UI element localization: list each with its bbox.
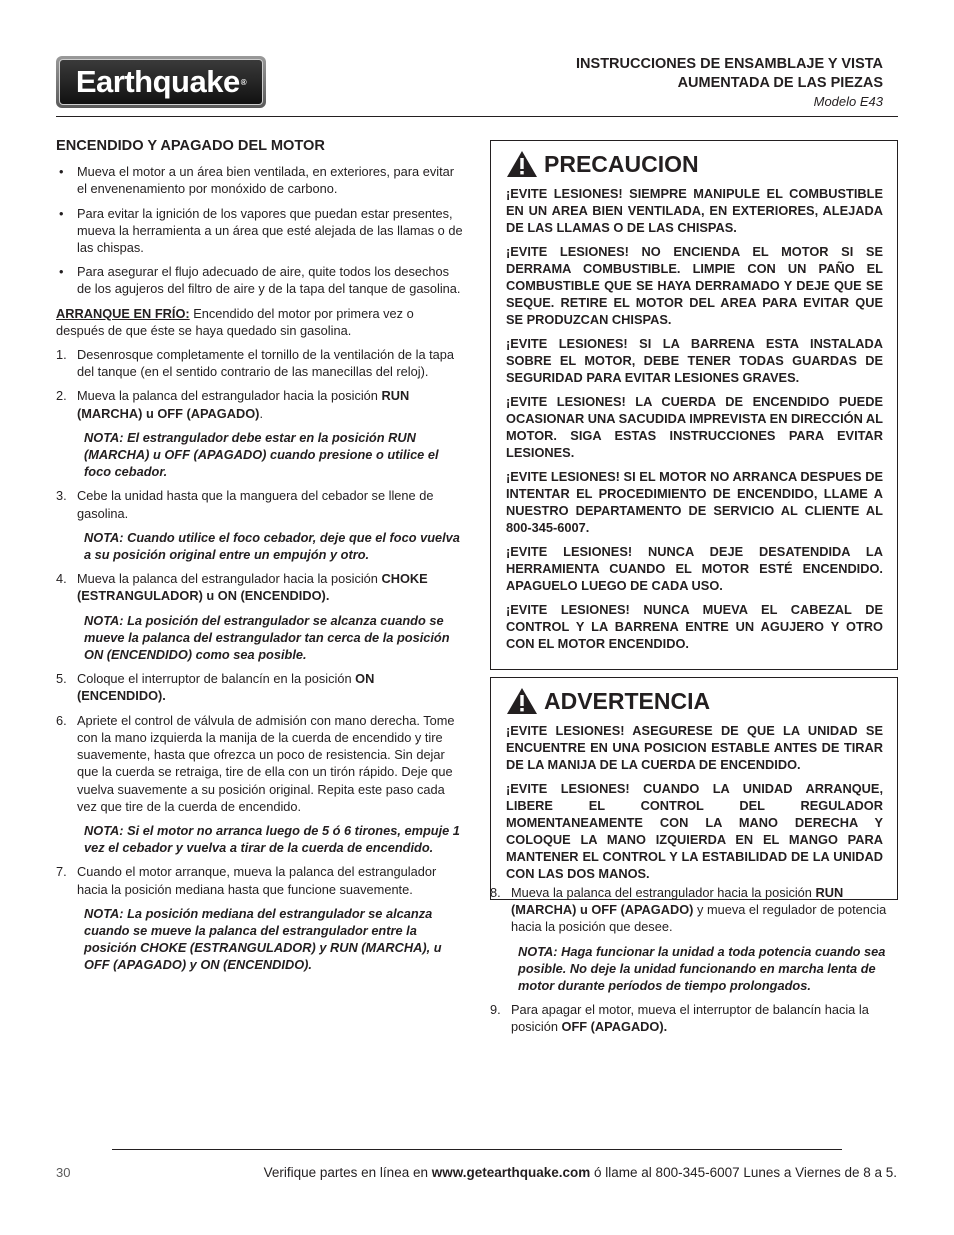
step-text: Desenrosque completamente el tornillo de la ventilación de la tapa del tanque (en el sentido contrario de las manecillas del reloj). [77, 347, 455, 380]
step-bold-text: RUN (MARCHA) u OFF (APAGADO) [77, 388, 410, 421]
step-bold-text: CHOKE (ESTRANGULADOR) u ON (ENCENDIDO). [77, 571, 428, 604]
caution-item: ¡EVITE LESIONES! NO ENCIENDA EL MOTOR SI SE DERRAMA COMBUSTIBLE. LIMPIE CON UN PAÑO EL COMBUSTIBLE QUE SE HAYA DERRAMADO Y DEJE QUE SE SEQUE. RETIRE EL MOTOR DEL AREA PARA EVITAR QUE SE PRODUZCAN CHISPAS. [506, 244, 883, 327]
right-column [490, 884, 898, 1043]
warning-box [490, 677, 898, 900]
step-text: Apriete el control de válvula de admisión con mano derecha. Tome con la mano izquierda la manija de la cuerda de encendido y tire suavemente, hasta que ofrezca un poco de resistencia. Sin dejar que la cuerda se retraiga, tire de ella con un tirón rápido. Deje que vuelva suavemente a su posición original. Repita este paso cada vez que tire de la cuerda de encendido. [77, 712, 455, 814]
document-title-line1: INSTRUCCIONES DE ENSAMBLAJE Y VISTA [576, 56, 883, 72]
caution-box [490, 140, 898, 670]
cold-start-paragraph [56, 305, 464, 339]
step-number: 4. [56, 571, 67, 587]
note-8: NOTA: Haga funcionar la unidad a toda potencia cuando sea posible. No deje la unidad funcionando en marcha lenta de motor durante períodos de tiempo prolongados. [518, 943, 886, 994]
footer-post-text: ó llame al 800-345-6007 Lunes a Viernes de 8 a 5. [590, 1165, 897, 1180]
step-end-text: . [259, 405, 264, 421]
earthquake-logo [56, 56, 266, 108]
model-label: Modelo E43 [813, 94, 883, 109]
warning-item: ¡EVITE LESIONES! ASEGURESE DE QUE LA UNIDAD SE ENCUENTRE EN UNA POSICION ESTABLE ANTES DE TIRAR DE LA MANIJA DE LA CUERDA DE ENCENDIDO. [506, 723, 883, 772]
footer-url-link[interactable]: www.getearthquake.com [431, 1165, 591, 1180]
step-bold-text: ON (ENCENDIDO). [77, 671, 375, 704]
caution-item: ¡EVITE LESIONES! LA CUERDA DE ENCENDIDO PUEDE OCASIONAR UNA SACUDIDA IMPREVISTA EN DIRECCIÓN AL MOTOR. SIGA ESTAS INSTRUCCIONES PARA EVITAR LESIONES. [506, 394, 883, 460]
step-number: 2. [56, 388, 67, 404]
step-text: Para apagar el motor, mueva el interruptor de balancín hacia la posición [511, 1002, 869, 1035]
step-text: Cebe la unidad hasta que la manguera del cebador se llene de gasolina. [77, 488, 434, 521]
step-1 [56, 346, 464, 380]
step-text: Cuando el motor arranque, mueva la palanca del estrangulador hacia la posición mediana hasta que funcione suavemente. [77, 864, 437, 897]
document-title-line2: AUMENTADA DE LAS PIEZAS [677, 75, 883, 91]
caution-item: ¡EVITE LESIONES! SI EL MOTOR NO ARRANCA DESPUES DE INTENTAR EL PROCEDIMIENTO DE ENCENDIDO, LLAME A NUESTRO DEPARTAMENTO DE SERVICIO AL CLIENTE AL 800-345-6007. [506, 469, 883, 535]
step-3 [56, 487, 464, 521]
note-7: NOTA: La posición mediana del estrangulador se alcanza cuando se mueve la palanca del estrangulador entre la posición CHOKE (ESTRANGULADOR) y RUN (MARCHA), u OFF (APAGADO) y ON (ENCENDIDO). [84, 905, 442, 973]
caution-item: ¡EVITE LESIONES! NUNCA MUEVA EL CABEZAL DE CONTROL Y LA BARRENA ENTRE UN AGUJERO Y OTRO CON EL MOTOR ENCENDIDO. [506, 602, 883, 651]
step-number: 6. [56, 712, 67, 728]
note-6: NOTA: Si el motor no arranca luego de 5 ó 6 tirones, empuje 1 vez el cebador y vuelva a tirar de la cuerda de encendido. [84, 822, 460, 856]
step-text: Mueva la palanca del estrangulador hacia la posición [77, 571, 382, 587]
caution-item: ¡EVITE LESIONES! NUNCA DEJE DESATENDIDA LA HERRAMIENTA CUANDO EL MOTOR ESTÉ ENCENDIDO. APAGUELO LUEGO DE CADA USO. [506, 544, 883, 593]
caution-item: ¡EVITE LESIONES! SI LA BARRENA ESTA INSTALADA SOBRE EL MOTOR, DEBE TENER TODAS GUARDAS DE SEGURIDAD PARA EVITAR LESIONES GRAVES. [506, 336, 883, 385]
warning-header [506, 684, 883, 718]
step-6 [56, 712, 464, 815]
step-8 [490, 884, 898, 936]
left-column [56, 138, 464, 981]
caution-item: ¡EVITE LESIONES! SIEMPRE MANIPULE EL COMBUSTIBLE EN UN AREA BIEN VENTILADA, EN EXTERIORES, ALEJADA DE LAS LLAMAS O DE LAS CHISPAS. [506, 186, 883, 235]
document-title [576, 55, 883, 93]
step-number: 1. [56, 347, 67, 363]
footer-contact [264, 1165, 897, 1180]
step-2 [56, 387, 464, 421]
step-7 [56, 863, 464, 897]
bullet-item: • Mueva el motor a un área bien ventilada, en exteriores, para evitar el envenenamiento por monóxido de carbono. [56, 163, 464, 197]
step-text: Mueva la palanca del estrangulador hacia la posición [77, 388, 382, 404]
step-number: 5. [56, 671, 67, 687]
logo-wordmark [59, 59, 263, 105]
warning-triangle-icon [506, 150, 538, 178]
step-number: 7. [56, 864, 67, 880]
section-title: ENCENDIDO Y APAGADO DEL MOTOR [56, 138, 325, 154]
step-end-text: y mueva el regulador de potencia hacia la posición que desee. [511, 902, 887, 935]
logo-registered-mark: ® [240, 77, 247, 87]
step-4 [56, 570, 464, 604]
safety-bullet-list [56, 163, 464, 297]
step-9 [490, 1001, 898, 1035]
bullet-item: • Para evitar la ignición de los vapores que puedan estar presentes, mueva la herramienta a un área que esté alejada de las llamas o de las chispas. [56, 205, 464, 257]
step-number: 3. [56, 488, 67, 504]
step-number: 8. [490, 885, 501, 900]
bullet-item: • Para asegurar el flujo adecuado de aire, quite todos los desechos de los agujeros del filtro de aire y de la tapa del tanque de gasolina. [56, 263, 464, 297]
step-text: Mueva la palanca del estrangulador hacia la posición [511, 885, 816, 900]
step-bold-text: RUN (MARCHA) u OFF (APAGADO) [511, 885, 844, 918]
step-bold-text: OFF (APAGADO). [561, 1019, 668, 1035]
cold-start-text: Encendido del motor por primera vez o después de que éste se haya quedado sin gasolina. [56, 305, 414, 338]
step-text: Coloque el interruptor de balancín en la posición [77, 671, 356, 687]
step-5 [56, 670, 464, 704]
footer-pre-text: Verifique partes en línea en [263, 1165, 432, 1180]
logo-text: Earthquake [75, 64, 240, 99]
note-2: NOTA: El estrangulador debe estar en la posición RUN (MARCHA) u OFF (APAGADO) cuando presione o utilice el foco cebador. [84, 429, 439, 480]
step-number: 9. [490, 1002, 501, 1018]
cold-start-label: ARRANQUE EN FRÍO: [56, 305, 190, 321]
header-divider [56, 116, 898, 117]
warning-title: ADVERTENCIA [544, 687, 711, 714]
caution-title: PRECAUCION [544, 150, 699, 177]
note-4: NOTA: La posición del estrangulador se alcanza cuando se mueve la palanca del estrangulador tan cerca de la posición ON (ENCENDIDO) como sea posible. [84, 612, 450, 663]
warning-triangle-icon [506, 687, 538, 715]
footer-divider [112, 1149, 842, 1150]
warning-item: ¡EVITE LESIONES! CUANDO LA UNIDAD ARRANQUE, LIBERE EL CONTROL DEL REGULADOR MOMENTANEAMENTE CON LA MANO DERECHA Y COLOQUE LA MANO IZQUIERDA EN EL MANGO PARA MANTENER EL CONTROL Y LA ESTABILIDAD DE LA UNIDAD CON LAS DOS MANOS. [506, 781, 883, 881]
page-number: 30 [56, 1165, 71, 1180]
note-3: NOTA: Cuando utilice el foco cebador, deje que el foco vuelva a su posición original entre un empujón y otro. [84, 529, 460, 563]
caution-header [506, 147, 883, 181]
